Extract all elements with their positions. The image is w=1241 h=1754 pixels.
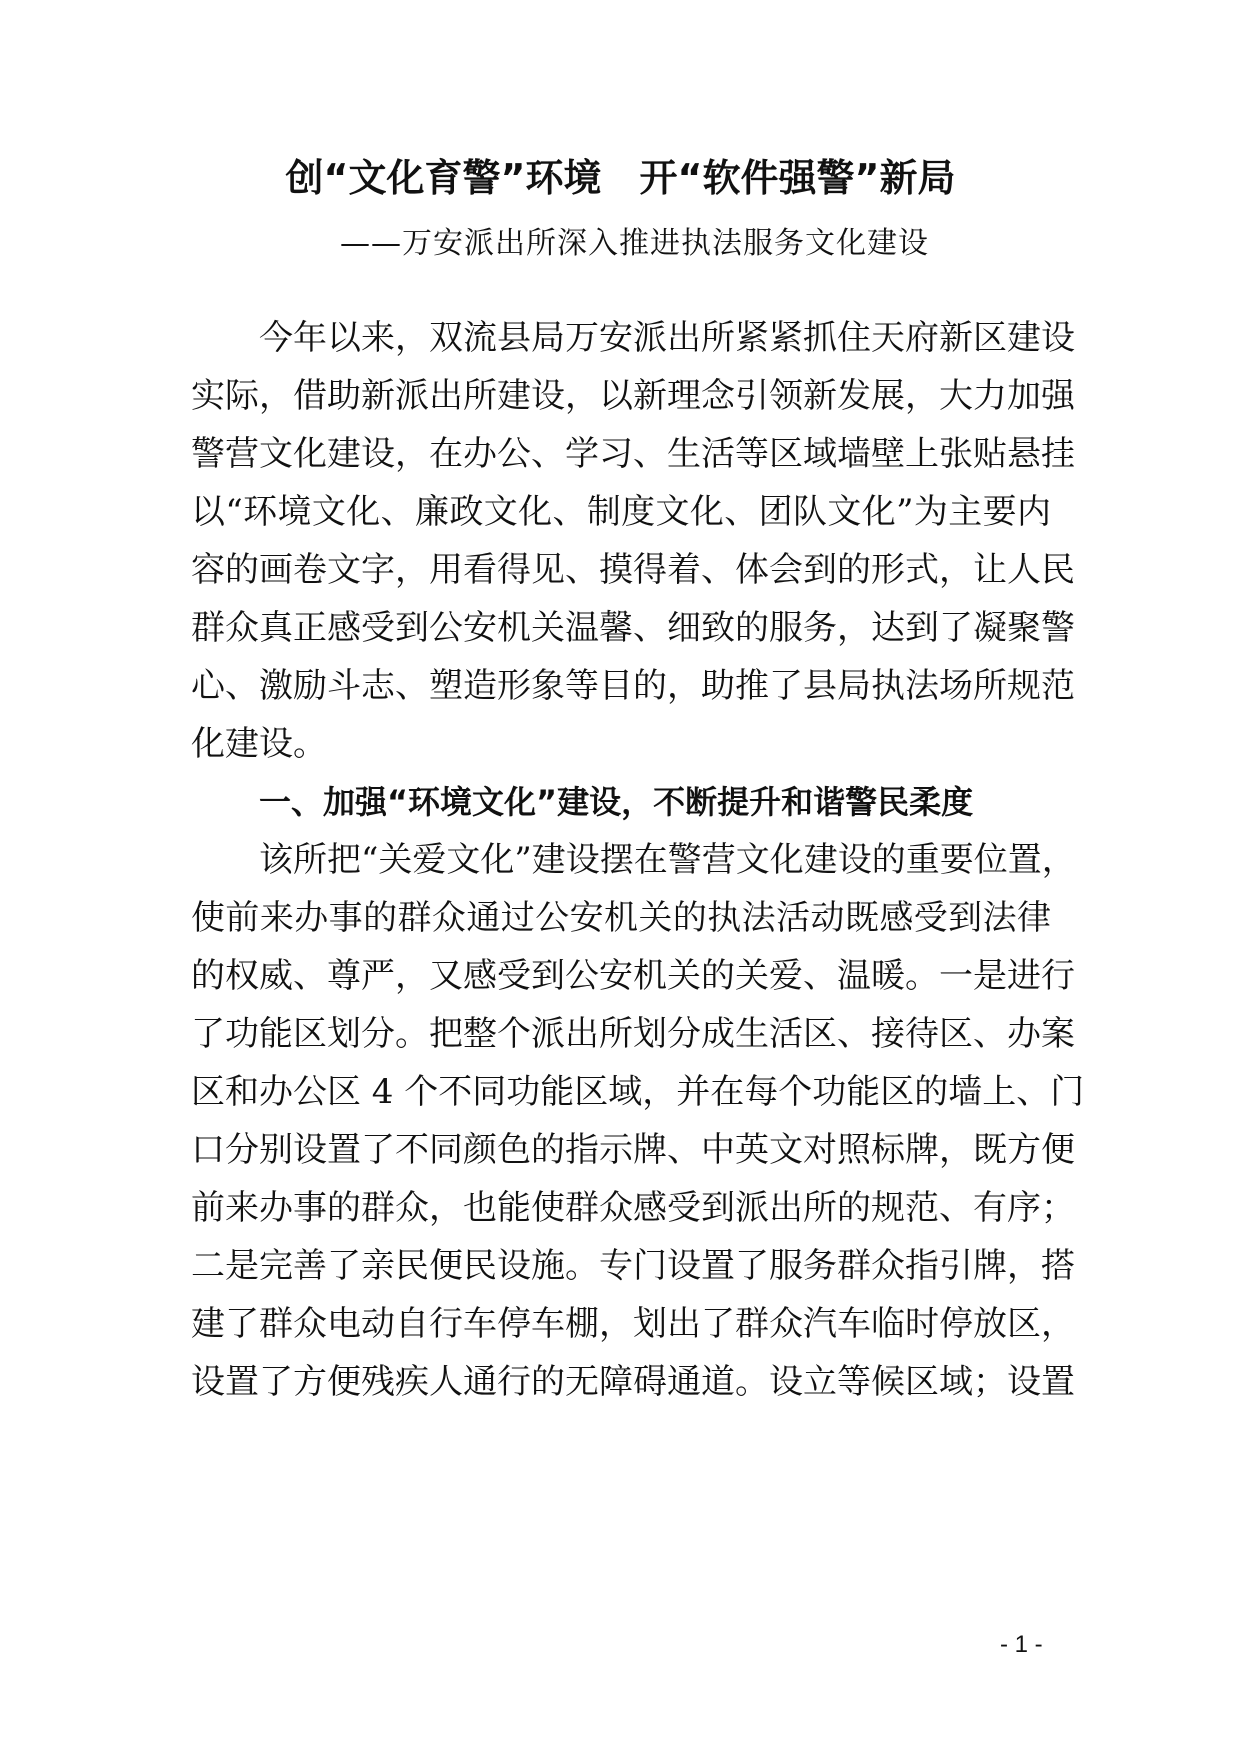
- paragraph-line: 二是完善了亲民便民设施。专门设置了服务群众指引牌，搭: [191, 1246, 1075, 1286]
- section-heading: 一、加强“环境文化”建设，不断提升和谐警民柔度: [259, 783, 974, 821]
- document-subtitle: ——万安派出所深入推进执法服务文化建设: [340, 226, 929, 261]
- paragraph-line: 口分别设置了不同颜色的指示牌、中英文对照标牌，既方便: [191, 1130, 1075, 1170]
- paragraph-line: 群众真正感受到公安机关温馨、细致的服务，达到了凝聚警: [191, 608, 1075, 648]
- document-title: 创“文化育警”环境 开“软件强警”新局: [285, 156, 956, 200]
- paragraph-line: 设置了方便残疾人通行的无障碍通道。设立等候区域；设置: [191, 1362, 1075, 1402]
- paragraph-line: 的权威、尊严，又感受到公安机关的关爱、温暖。一是进行: [191, 956, 1075, 996]
- paragraph-line: 建了群众电动自行车停车棚，划出了群众汽车临时停放区，: [191, 1304, 1075, 1344]
- paragraph-line: 了功能区划分。把整个派出所划分成生活区、接待区、办案: [191, 1014, 1075, 1054]
- paragraph-line: 前来办事的群众，也能使群众感受到派出所的规范、有序；: [191, 1188, 1075, 1228]
- page-number: - 1 -: [1000, 1631, 1043, 1658]
- paragraph-line: 实际，借助新派出所建设，以新理念引领新发展，大力加强: [191, 376, 1075, 416]
- paragraph-line: 警营文化建设，在办公、学习、生活等区域墙壁上张贴悬挂: [191, 434, 1075, 474]
- paragraph-line: 容的画卷文字，用看得见、摸得着、体会到的形式，让人民: [191, 550, 1075, 590]
- paragraph-line: 使前来办事的群众通过公安机关的执法活动既感受到法律: [191, 898, 1051, 938]
- paragraph-line: 今年以来，双流县局万安派出所紧紧抓住天府新区建设: [259, 318, 1075, 358]
- paragraph-line: 化建设。: [191, 724, 327, 764]
- paragraph-line: 以“环境文化、廉政文化、制度文化、团队文化”为主要内: [191, 492, 1051, 532]
- paragraph-line: 心、激励斗志、塑造形象等目的，助推了县局执法场所规范: [191, 666, 1075, 706]
- paragraph-line: 该所把“关爱文化”建设摆在警营文化建设的重要位置，: [259, 840, 1076, 880]
- paragraph-line: 区和办公区 4 个不同功能区域，并在每个功能区的墙上、门: [191, 1072, 1085, 1112]
